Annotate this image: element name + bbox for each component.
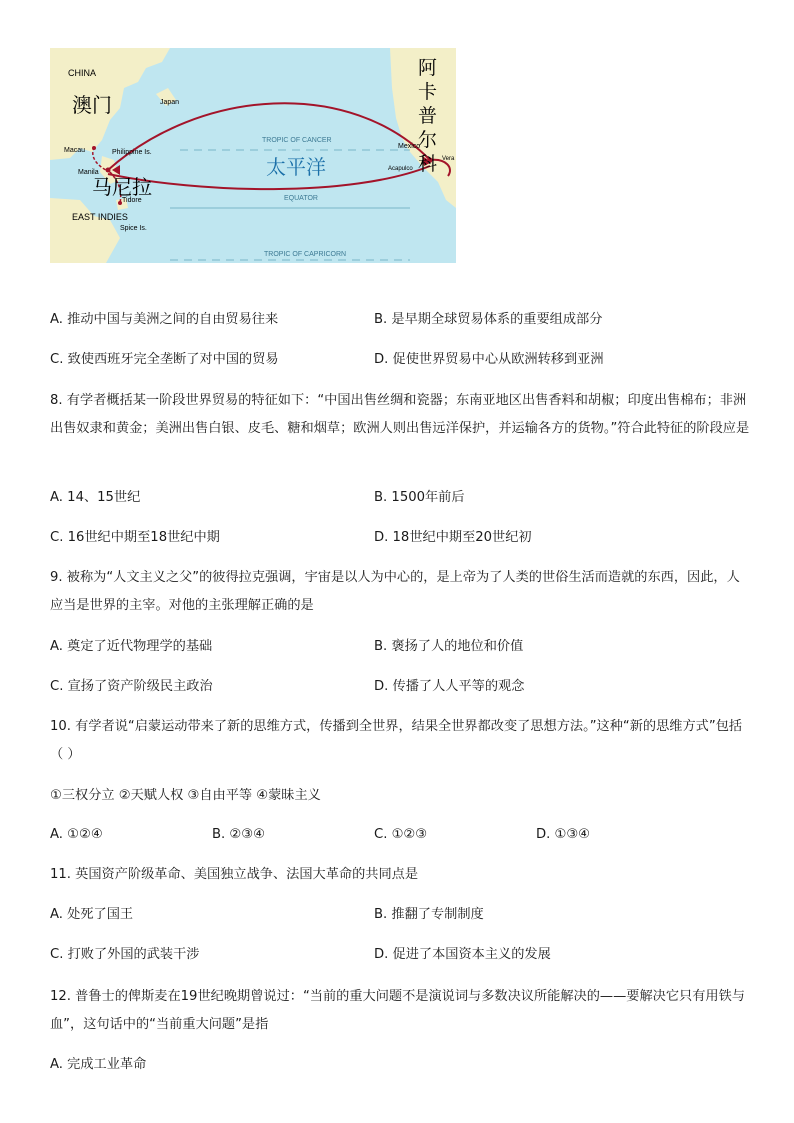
- label-macau-cn: 澳门: [72, 93, 112, 117]
- label-acapulco-en: Acapulco: [388, 166, 413, 172]
- q8-stem: 8. 有学者概括某一阶段世界贸易的特征如下：“中国出售丝绸和瓷器；东南亚地区出售香料和胡椒；印度出售棉布；非洲出售奴隶和黄金；美洲出售白银、皮毛、糖和烟草；欧洲人则出售远洋保护，并运输各方的货物。”符合此特征的阶段应是: [50, 393, 750, 436]
- q7-option-d: D. 促使世界贸易中心从欧洲转移到亚洲: [374, 352, 604, 367]
- label-china: CHINA: [68, 68, 97, 78]
- label-tidore: Tidore: [122, 197, 142, 204]
- q7-option-b: B. 是早期全球贸易体系的重要组成部分: [374, 312, 603, 327]
- acapulco-char: 尔: [418, 129, 438, 151]
- macau-dot: [92, 146, 96, 150]
- q10-option-c: C. ①②③: [374, 827, 428, 842]
- q11-option-d: D. 促进了本国资本主义的发展: [374, 947, 551, 962]
- q8-option-a: A. 14、15世纪: [50, 490, 141, 505]
- q9-option-d: D. 传播了人人平等的观念: [374, 679, 525, 694]
- q11-option-a: A. 处死了国王: [50, 907, 134, 922]
- label-japan: Japan: [160, 99, 180, 106]
- label-tropic-cancer: TROPIC OF CANCER: [262, 137, 332, 144]
- label-east-indies: EAST INDIES: [72, 212, 128, 222]
- q10-option-b: B. ②③④: [212, 827, 265, 842]
- label-philippine: Philippine Is.: [112, 149, 152, 156]
- q9-stem: 9. 被称为“人文主义之父”的彼得拉克强调，宇宙是以人为中心的，是上帝为了人类的世俗生活而造就的东西，因此，人应当是世界的主宰。对他的主张理解正确的是: [50, 570, 740, 613]
- q11-stem: 11. 英国资产阶级革命、美国独立战争、法国大革命的共同点是: [50, 867, 419, 882]
- label-pacific: 太平洋: [266, 155, 326, 179]
- q12-stem: 12. 普鲁士的俾斯麦在19世纪晚期曾说过：“当前的重大问题不是演说词与多数决议所能解决的——要解决它只有用铁与血”，这句话中的“当前重大问题”是指: [50, 989, 745, 1032]
- manila-dot: [106, 168, 111, 173]
- q11-option-c: C. 打败了外国的武装干涉: [50, 947, 200, 962]
- label-manila-cn: 马尼拉: [92, 175, 152, 199]
- q9-option-b: B. 褒扬了人的地位和价值: [374, 639, 524, 654]
- q10-items: ①三权分立 ②天赋人权 ③自由平等 ④蒙昧主义: [50, 788, 321, 803]
- label-acapulco-cn: [418, 57, 437, 175]
- label-tropic-capricorn: TROPIC OF CAPRICORN: [264, 251, 347, 258]
- acapulco-char: 阿: [418, 57, 438, 79]
- q10-option-a: A. ①②④: [50, 827, 103, 842]
- q7-option-a: A. 推动中国与美洲之间的自由贸易往来: [50, 312, 279, 327]
- acapulco-char: 普: [418, 105, 438, 127]
- q7-option-c: C. 致使西班牙完全垄断了对中国的贸易: [50, 352, 279, 367]
- label-mexico: Mexico: [398, 143, 421, 150]
- q11-option-b: B. 推翻了专制制度: [374, 907, 484, 922]
- q10-option-d: D. ①③④: [536, 827, 591, 842]
- acapulco-char: 卡: [418, 81, 438, 103]
- q8-option-c: C. 16世纪中期至18世纪中期: [50, 530, 220, 545]
- label-manila-en: Manila: [78, 169, 99, 176]
- q9-option-a: A. 奠定了近代物理学的基础: [50, 639, 213, 654]
- q12-option-a: A. 完成工业革命: [50, 1057, 147, 1072]
- label-macau-en: Macau: [64, 147, 86, 154]
- label-vera: Vera: [442, 156, 455, 162]
- label-spice: Spice Is.: [120, 225, 147, 232]
- q8-option-b: B. 1500年前后: [374, 490, 465, 505]
- q10-stem: 10. 有学者说“启蒙运动带来了新的思维方式，传播到全世界，结果全世界都改变了思想方法。”这种“新的思维方式”包括（ ）: [50, 719, 743, 762]
- q9-option-c: C. 宣扬了资产阶级民主政治: [50, 679, 213, 694]
- label-equator: EQUATOR: [284, 195, 318, 202]
- acapulco-char: 科: [418, 153, 438, 175]
- q8-option-d: D. 18世纪中期至20世纪初: [374, 530, 532, 545]
- trade-route-map: [50, 48, 456, 263]
